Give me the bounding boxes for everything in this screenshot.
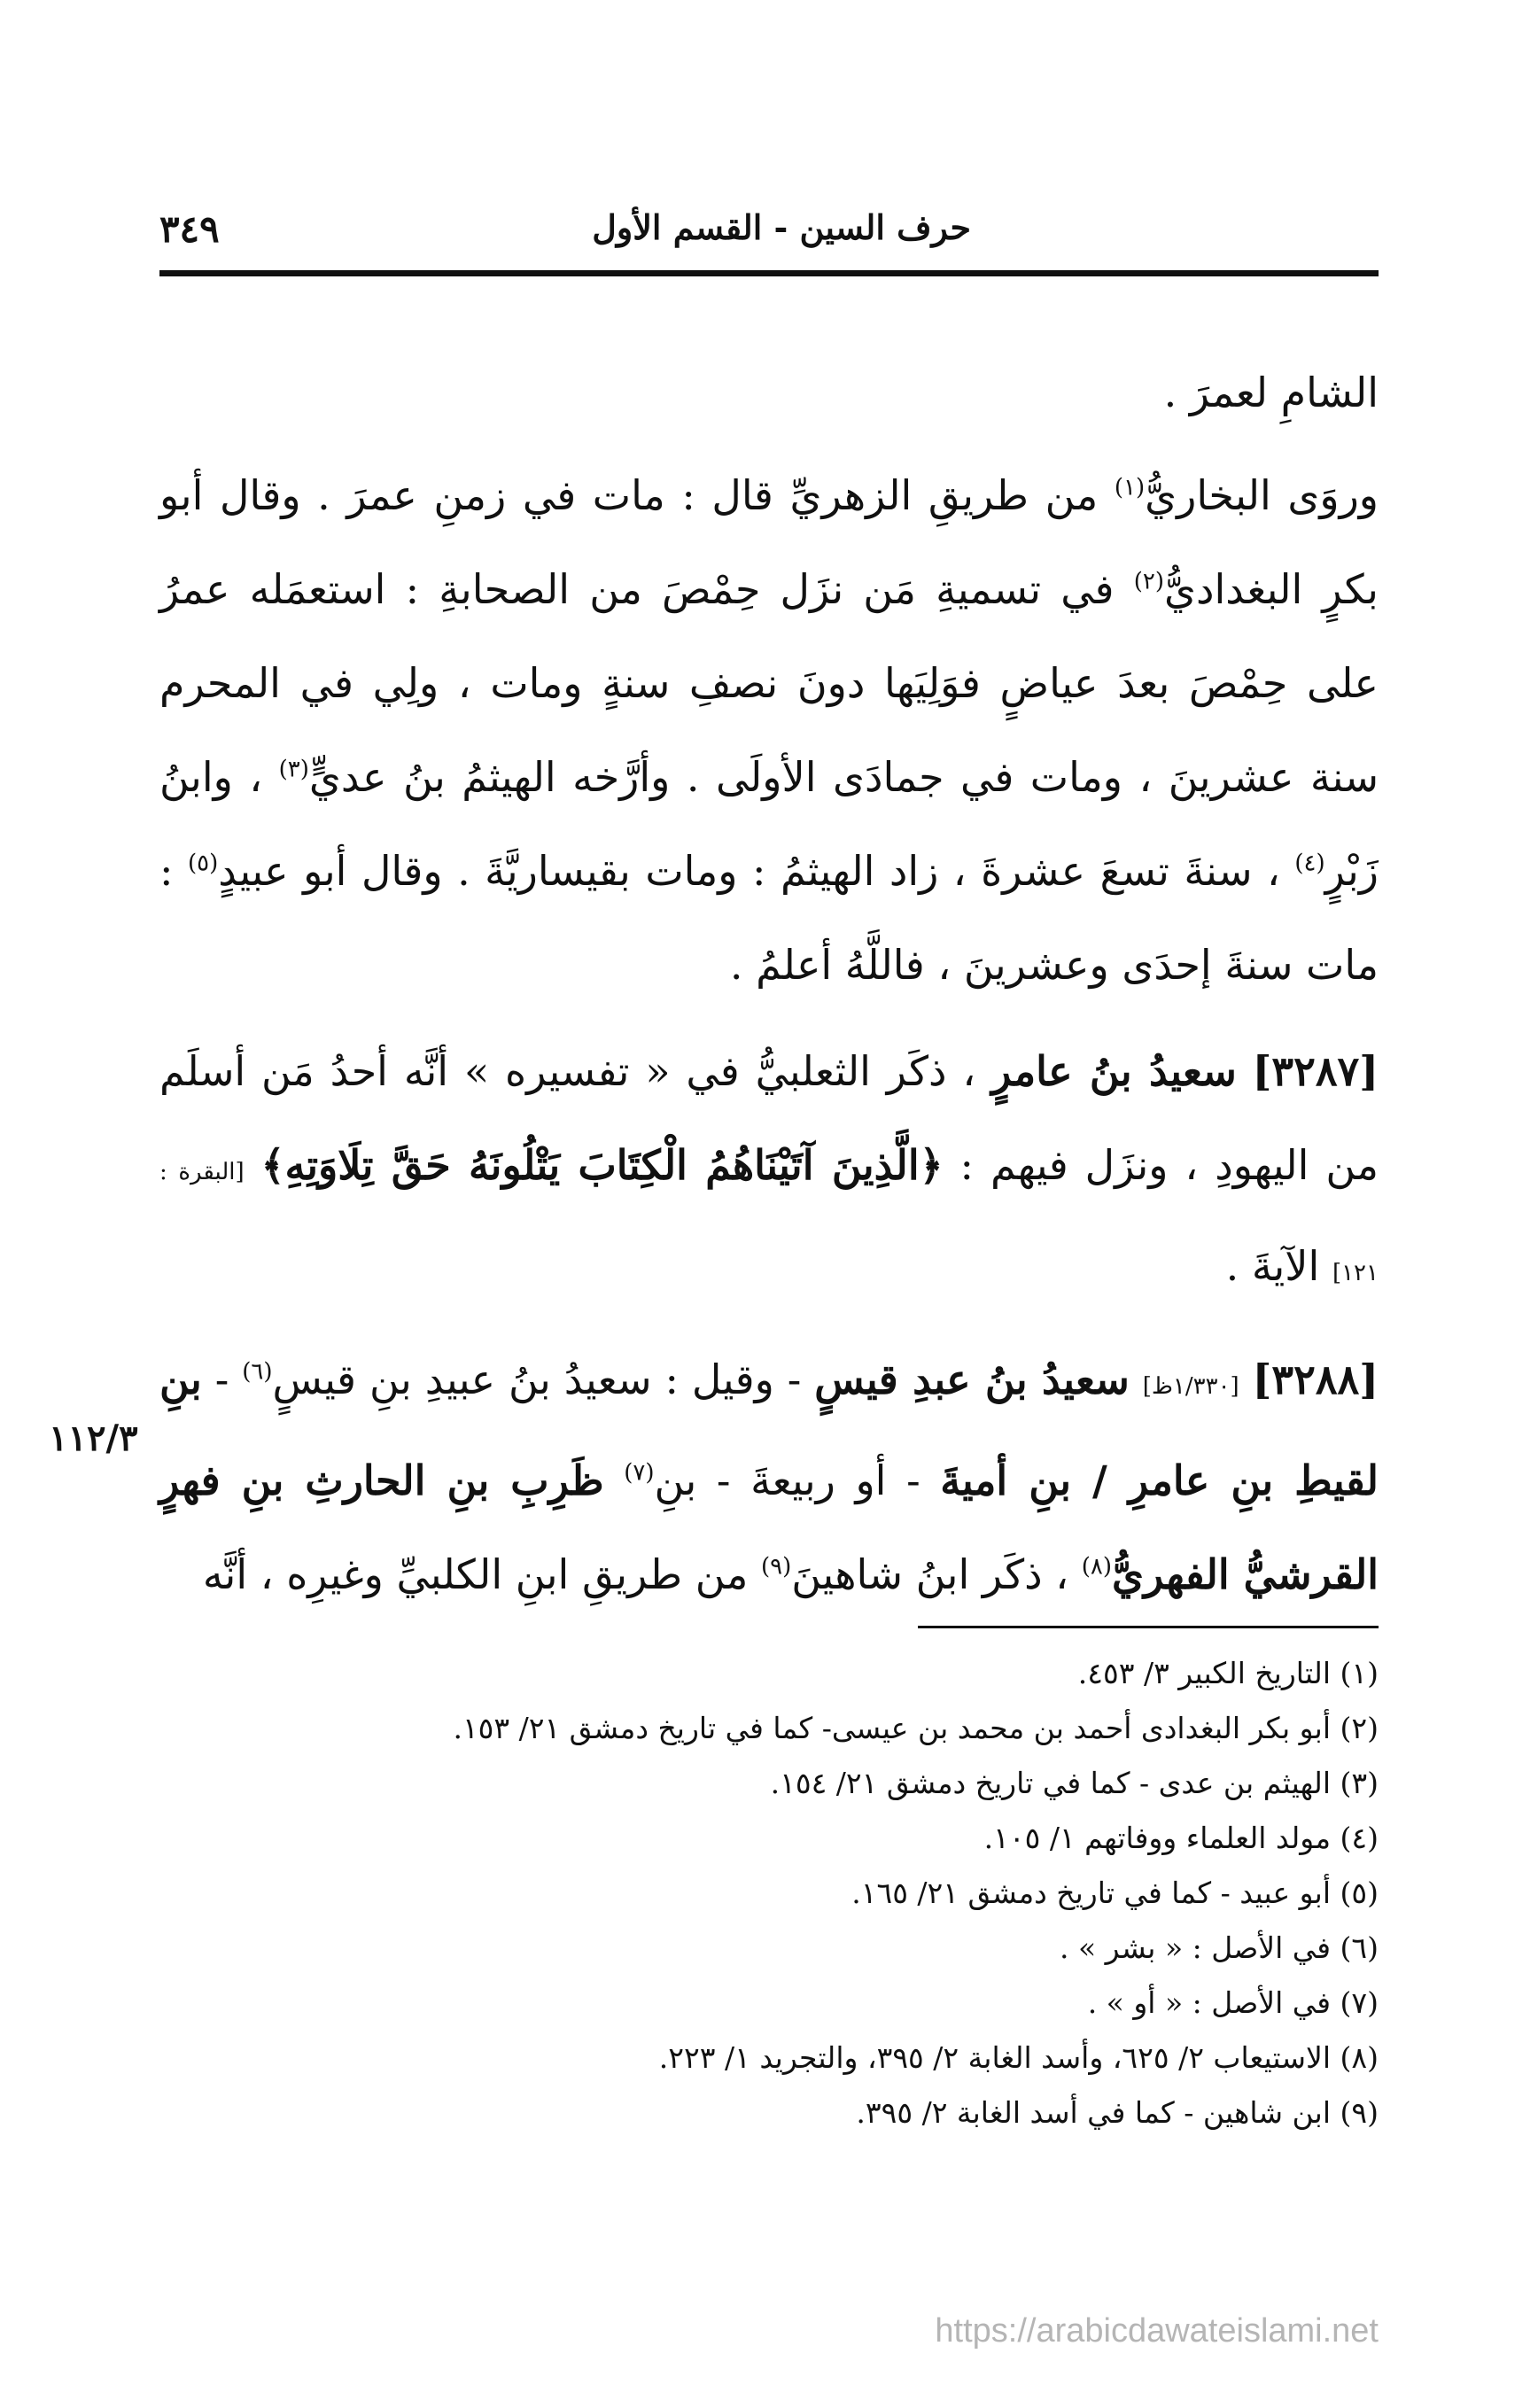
footnote-ref-2: (٢) bbox=[1133, 568, 1164, 595]
footnote-6: (٦) في الأصل : « بشر » . bbox=[1059, 1930, 1379, 1965]
lineage-name: بنِ لقيطِ بنِ عامرِ / بنِ أميةَ bbox=[159, 1355, 1379, 1504]
quran-verse: ﴿الَّذِينَ آتَيْنَاهُمُ الْكِتَابَ يَتْلُونَهُ حَقَّ تِلَاوَتِهِ﴾ bbox=[260, 1141, 944, 1189]
footnote-7: (٧) في الأصل : « أو » . bbox=[1087, 1985, 1379, 2020]
watermark-url: https://arabicdawateislami.net bbox=[935, 2312, 1379, 2350]
manuscript-folio: [١/٣٣٠ظ] bbox=[1142, 1373, 1239, 1400]
footnote-ref-3: (٣) bbox=[278, 756, 309, 783]
entry-number: [٣٢٨٨] bbox=[1252, 1355, 1379, 1403]
footnotes bbox=[159, 1646, 1379, 2140]
footnote-ref-6: (٦) bbox=[242, 1358, 273, 1386]
running-title: حرف السين - القسم الأول bbox=[592, 207, 971, 247]
verse-reference: [البقرة : ١٢١] bbox=[159, 1159, 1379, 1286]
entry-3288: [٣٢٨٨] [١/٣٣٠ظ] سعيدُ بنُ عبدِ قيسٍ - وقيل : سعيدُ بنُ عبيدِ بنِ قيسٍ$^{(٦)}$ - بنِ لقيطِ بنِ عامرِ / بنِ أميةَ - أو ربيعةَ - بنِ$^{(٧)}$ ظَرِبِ بنِ الحارثِ بنِ فهرٍ القرشيُّ الفهريُّ$^{(٨)}$ ، ذكَر ابنُ شاهينَ$^{(٩)}$ من طريقِ ابنِ الكلبيِّ وغيرِه ، أنَّه bbox=[159, 1355, 1379, 1598]
entry-3287: [٣٢٨٧] سعيدُ بنُ عامرٍ ، ذكَر الثعلبيُّ في « تفسيره » أنَّه أحدُ مَن أسلَم من اليهودِ ، ونزَل فيهم : ﴿الَّذِينَ آتَيْنَاهُمُ الْكِتَابَ يَتْلُونَهُ حَقَّ تِلَاوَتِهِ﴾ [البقرة : ١٢١] الآيةَ . bbox=[159, 1047, 1379, 1290]
footnote-2: (٢) أبو بكر البغدادى أحمد بن محمد بن عيسى- كما في تاريخ دمشق ٢١/ ١٥٣. bbox=[453, 1711, 1379, 1745]
lineage-name: ظَرِبِ بنِ الحارثِ بنِ فهرٍ القرشيُّ الفهريُّ bbox=[159, 1456, 1379, 1598]
entry-number: [٣٢٨٧] bbox=[1252, 1047, 1379, 1095]
footnote-rule bbox=[918, 1626, 1379, 1628]
footnote-5: (٥) أبو عبيد - كما في تاريخ دمشق ٢١/ ١٦٥. bbox=[851, 1876, 1379, 1910]
page-number: ٣٤٩ bbox=[159, 207, 220, 251]
footnote-9: (٩) ابن شاهين - كما في أسد الغابة ٢/ ٣٩٥. bbox=[856, 2095, 1379, 2130]
footnote-ref-7: (٧) bbox=[624, 1459, 655, 1487]
footnote-4: (٤) مولد العلماء ووفاتهم ١/ ١٠٥. bbox=[983, 1821, 1379, 1855]
margin-note: ١١٢/٣ bbox=[49, 1418, 138, 1459]
footnote-ref-1: (١) bbox=[1114, 474, 1146, 501]
entry-name: سعيدُ بنُ عبدِ قيسٍ bbox=[814, 1355, 1130, 1403]
main-text bbox=[159, 346, 1379, 1630]
footnote-ref-8: (٨) bbox=[1081, 1553, 1112, 1581]
page-header bbox=[159, 202, 1379, 264]
entry-name: سعيدُ بنُ عامرٍ bbox=[991, 1047, 1237, 1095]
footnote-ref-4: (٤) bbox=[1294, 850, 1325, 877]
footnote-ref-9: (٩) bbox=[761, 1553, 792, 1581]
header-rule bbox=[159, 270, 1379, 276]
footnote-3: (٣) الهيثم بن عدى - كما في تاريخ دمشق ٢١/ ١٥٤. bbox=[770, 1766, 1379, 1800]
paragraph-1: الشامِ لعمرَ . bbox=[1163, 369, 1379, 416]
footnote-8: (٨) الاستيعاب ٢/ ٦٢٥، وأسد الغابة ٢/ ٣٩٥، والتجريد ١/ ٢٢٣. bbox=[658, 2040, 1379, 2075]
footnote-ref-5: (٥) bbox=[187, 850, 219, 877]
paragraph-2: وروَى البخاريُّ$^{(١)}$ من طريقِ الزهريِّ قال : مات في زمنِ عمرَ . وقال أبو بكرٍ البغداديُّ$^{(٢)}$ في تسميةِ مَن نزَل حِمْصَ من الصحابةِ : استعمَله عمرُ على حِمْصَ بعدَ عياضٍ فوَلِيَها دونَ نصفِ سنةٍ ومات ، ولِي في المحرم سنة عشرينَ ، ومات في جمادَى الأولَى . وأرَّخه الهيثمُ بنُ عديٍّ$^{(٣)}$ ، وابنُ زَبْرٍ$^{(٤)}$ ، سنةَ تسعَ عشرةَ ، زاد الهيثمُ : ومات بقيساريَّةَ . وقال أبو عبيدٍ$^{(٥)}$ : مات سنةَ إحدَى وعشرينَ ، فاللَّهُ أعلمُ . bbox=[159, 471, 1379, 989]
footnote-1: (١) التاريخ الكبير ٣/ ٤٥٣. bbox=[1077, 1656, 1379, 1690]
